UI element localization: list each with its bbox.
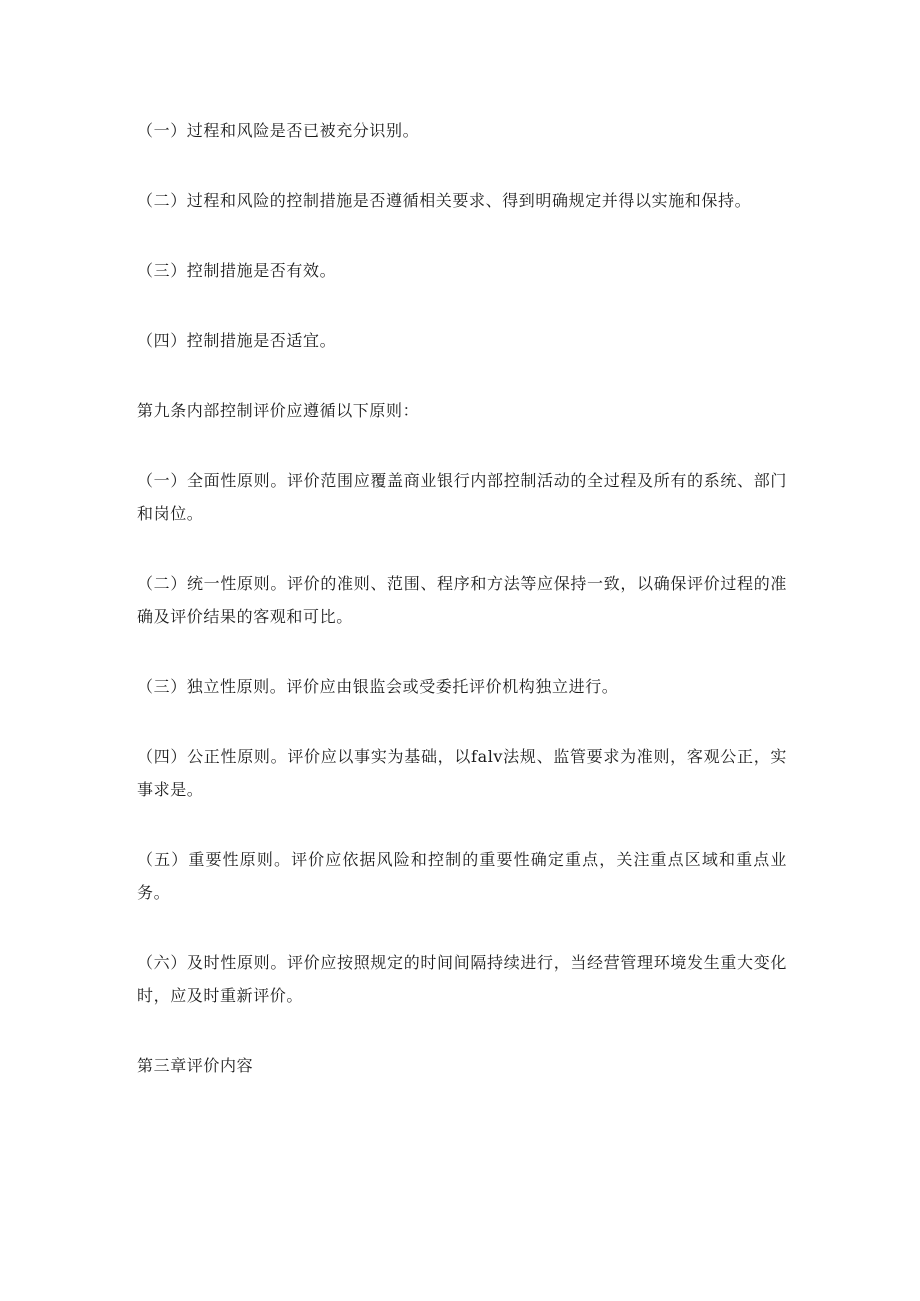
chapter-heading: 第三章评价内容 xyxy=(137,1056,254,1075)
paragraph-1: （一）过程和风险是否已被充分识别。 xyxy=(137,121,420,140)
principle-uniformity: （二）统一性原则。评价的准则、范围、程序和方法等应保持一致，以确保评价过程的准确及评价结果的客观和可比。 xyxy=(137,574,787,626)
paragraph-2: （二）过程和风险的控制措施是否遵循相关要求、得到明确规定并得以实施和保持。 xyxy=(137,191,752,210)
principle-comprehensive: （一）全面性原则。评价范围应覆盖商业银行内部控制活动的全过程及所有的系统、部门和岗位。 xyxy=(137,471,787,523)
principle-fairness: （四）公正性原则。评价应以事实为基础，以falv法规、监管要求为准则，客观公正，实事求是。 xyxy=(137,747,787,799)
principle-independence: （三）独立性原则。评价应由银监会或受委托评价机构独立进行。 xyxy=(137,677,619,696)
document-body xyxy=(137,114,787,1119)
paragraph-4: （四）控制措施是否适宜。 xyxy=(137,331,337,350)
paragraph-3: （三）控制措施是否有效。 xyxy=(137,261,337,280)
principle-materiality: （五）重要性原则。评价应依据风险和控制的重要性确定重点，关注重点区域和重点业务。 xyxy=(137,850,787,902)
article-heading: 第九条内部控制评价应遵循以下原则： xyxy=(137,401,420,420)
principle-timeliness: （六）及时性原则。评价应按照规定的时间间隔持续进行，当经营管理环境发生重大变化时，应及时重新评价。 xyxy=(137,953,787,1005)
